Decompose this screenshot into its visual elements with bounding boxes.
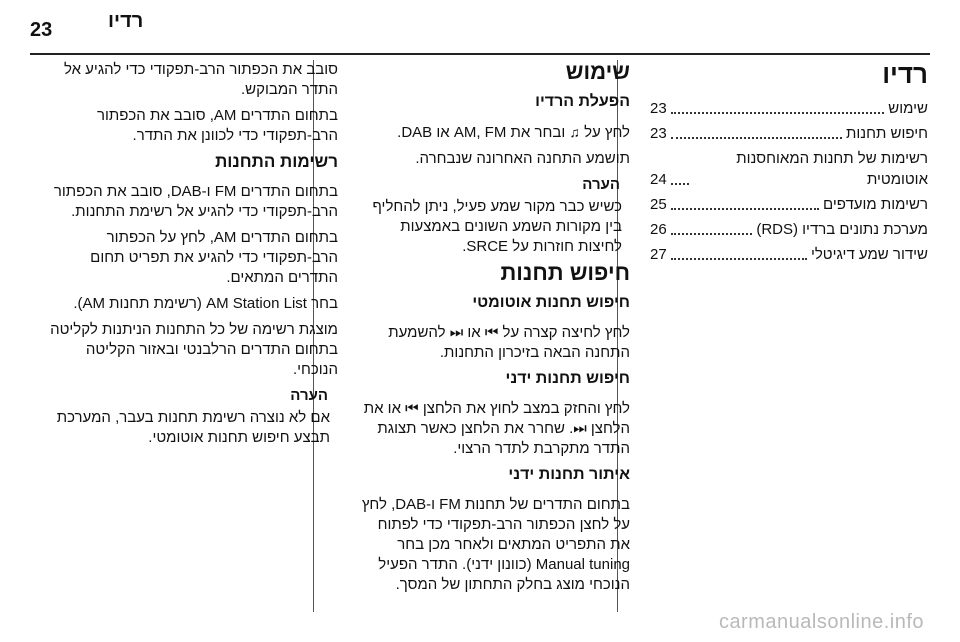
tune-paragraph: סובב את הכפתור הרב-תפקודי כדי להגיע אל התדר המבוקש. [63, 61, 338, 98]
table-of-contents [650, 98, 928, 265]
subsection-manual-tuning: איתור תחנות ידני [508, 466, 630, 483]
section-title-station-search: חיפוש תחנות [500, 260, 630, 285]
activation-paragraph: לחץ על ♫ ובחר את AM, FM או DAB. [397, 124, 630, 141]
fm-dab-list-paragraph: בתחום התדרים FM ו-DAB, סובב את הכפתור הרב-תפקודי כדי להגיע אל רשימת התחנות. [53, 183, 338, 220]
music-note-icon: ♫ [569, 124, 580, 140]
toc-item[interactable]: שידור שמע דיגיטלי 27 [650, 246, 928, 263]
section-title-usage: שימוש [565, 59, 630, 84]
note-title-2: הערה [290, 387, 328, 404]
subsection-manual-search: חיפוש תחנות ידני [505, 370, 630, 387]
running-title: רדיו [108, 10, 144, 32]
am-tune-paragraph: בתחום התדרים AM, סובב את הכפתור הרב-תפקודי כדי לכוונן את התדר. [96, 107, 338, 144]
chapter-title: רדיו [882, 59, 928, 89]
toc-item[interactable]: שימוש 23 [650, 100, 928, 117]
station-lists-column [40, 60, 338, 454]
note-body-2: אם לא נוצרה רשימת תחנות בעבר, המערכת תבצע חיפוש תחנות אוטומטי. [56, 409, 330, 446]
auto-search-paragraph: לחץ לחיצה קצרה על ⏮ או ⏭ להשמעת התחנה הבאה בזיכרון התחנות. [388, 324, 630, 361]
toc-item[interactable]: רשימות מועדפים 25 [650, 196, 928, 213]
subsection-auto-search: חיפוש תחנות אוטומטי [472, 294, 630, 311]
page-number: 23 [30, 18, 53, 41]
section-title-station-lists: רשימות התחנות [215, 152, 338, 171]
usage-column [358, 60, 630, 601]
toc-column [650, 60, 928, 269]
manual-tuning-paragraph: בתחום התדרים של תחנות FM ו-DAB, לחץ על לחצן הכפתור הרב-תפקודי כדי לפתוח את התפריט המתאים ולאחר מכן בחר Manual tuning (כוונון ידני). התדר הפעיל הנוכחי מוצג בחלק התחתון של המסך. [361, 496, 630, 593]
header-divider [30, 53, 930, 55]
note-body: כשיש כבר מקור שמע פעיל, ניתן להחליף בין מקורות השמע השונים באמצעות לחיצות חוזרות על SRCE. [372, 198, 622, 255]
manual-search-paragraph: לחץ והחזק במצב לחוץ את הלחצן ⏮ או את הלחצן ⏭. שחרר את הלחצן כאשר תצוגת התדר מתקרבת לתדר הרצוי. [363, 400, 630, 457]
toc-item[interactable]: רשימות של תחנות המאוחסנות אוטומטית 24 [650, 150, 928, 188]
subsection-activation: הפעלת הרדיו [535, 93, 630, 110]
watermark: carmanualsonline.info [718, 611, 924, 633]
am-station-list-paragraph: בחר AM Station List (רשימת תחנות AM). [73, 295, 338, 312]
note-title: הערה [582, 176, 620, 193]
toc-item[interactable]: מערכת נתונים ברדיו (RDS) 26 [650, 221, 928, 238]
am-menu-paragraph: בתחום התדרים AM, לחץ על הכפתור הרב-תפקודי כדי להגיע את תפריט תחום התדרים המתאים. [90, 229, 338, 286]
station-list-description: מוצגת רשימה של כל התחנות הניתנות לקליטה בתחום התדרים הרלבנטי ובאזור הקליטה הנוכחי. [50, 321, 338, 378]
toc-item[interactable]: חיפוש תחנות 23 [650, 125, 928, 142]
activation-paragraph-2: תושמע התחנה האחרונה שנבחרה. [415, 150, 630, 167]
